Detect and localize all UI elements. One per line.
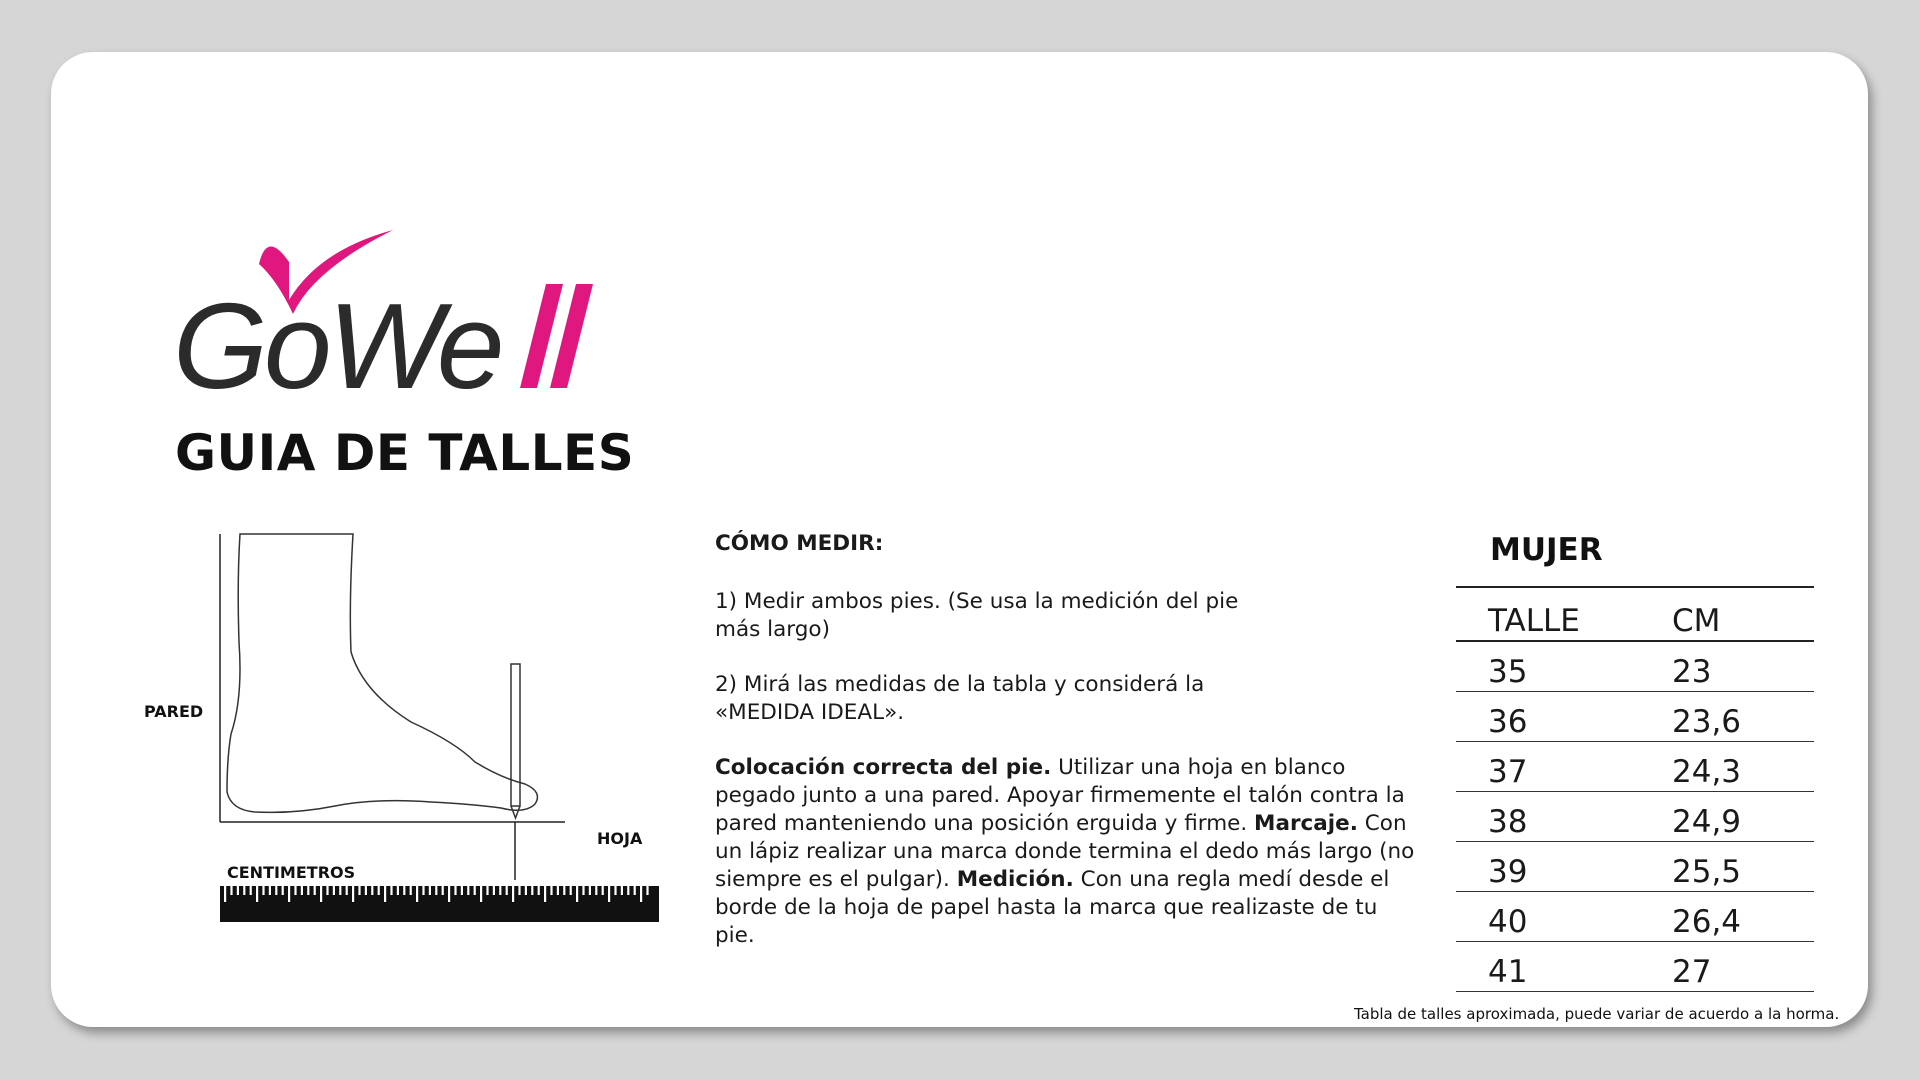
page-title: GUIA DE TALLES [175,424,635,482]
ruler-tick [493,886,495,895]
ruler-tick [582,886,584,895]
ruler-tick [326,886,328,895]
ruler-tick [352,886,354,902]
ruler-tick [634,886,636,895]
table-row [1456,892,1814,942]
size-cell: 38 [1488,804,1528,840]
ruler-tick [518,886,520,895]
cm-cell: 24,9 [1672,804,1742,840]
cm-cell: 26,4 [1672,904,1742,940]
ruler-tick [435,886,437,895]
ruler-tick [474,886,476,895]
sheet-label: HOJA [597,829,643,848]
placement-text: Utilizar una hoja en blanco pegado junto a una pared. Apoyar firmemente el talón contra la pared manteniendo una posición erguida y firme. [715,755,1405,836]
footnote: Tabla de talles aproximada, puede variar de acuerdo a la horma. [1354,1005,1840,1023]
ruler-tick [544,886,546,902]
ruler-tick [333,886,335,895]
size-guide-card [51,52,1868,1027]
wall-label: PARED [144,702,204,721]
ruler-tick [237,886,239,895]
gowell-logo [171,220,621,400]
size-cell: 35 [1488,654,1528,690]
ruler-tick [416,886,418,902]
ruler-tick [256,886,258,902]
ruler-tick [614,886,616,895]
ruler-tick [512,886,514,902]
ruler-tick [294,886,296,895]
ruler-tick [454,886,456,895]
table-row [1456,842,1814,892]
ruler-tick [448,886,450,902]
ruler-tick [538,886,540,895]
ruler-tick [602,886,604,895]
ruler-tick [422,886,424,895]
ruler-tick [576,886,578,902]
ruler-tick [467,886,469,895]
ruler-tick [365,886,367,895]
marking-title: Marcaje. [1254,811,1358,836]
ruler-tick [486,886,488,895]
ruler-tick [378,886,380,895]
cm-cell: 23,6 [1672,704,1742,740]
measure-title: Medición. [956,867,1074,892]
ruler-label: CENTIMETROS [227,863,356,882]
ruler-tick [480,886,482,902]
ruler-tick [506,886,508,895]
svg-text:GoWe: GoWe [173,278,501,400]
table-row [1456,742,1814,792]
ruler-tick [301,886,303,895]
ruler-tick [275,886,277,895]
how-to-measure [715,530,1415,977]
foot-outline [227,534,537,812]
ruler-tick [557,886,559,895]
ruler-tick [346,886,348,895]
ruler-tick [358,886,360,895]
table-row [1456,642,1814,692]
size-cell: 39 [1488,854,1528,890]
ruler-tick [608,886,610,902]
size-table [1456,528,1814,992]
table-row [1456,792,1814,842]
ruler-tick [262,886,264,895]
ruler-tick [250,886,252,895]
ruler-tick [570,886,572,895]
ruler-tick [410,886,412,895]
ruler-tick [397,886,399,895]
size-cell: 37 [1488,754,1528,790]
measure-text: Con una regla medí desde el borde de la hoja de papel hasta la marca que realizaste de tu pie. [715,867,1390,948]
ruler-tick [230,886,232,895]
ruler-tick [442,886,444,895]
ruler-tick [627,886,629,895]
ruler-tick [640,886,642,902]
size-cell: 41 [1488,954,1528,990]
header-talle: TALLE [1488,603,1580,639]
ruler-tick [595,886,597,895]
ruler-tick [339,886,341,895]
header-cm: CM [1672,603,1721,639]
ruler-tick [531,886,533,895]
ruler-tick [525,886,527,895]
pencil-icon [511,664,520,806]
ruler-tick [314,886,316,895]
howto-instructions [715,754,1415,950]
ruler-tick [243,886,245,895]
cm-cell: 24,3 [1672,754,1742,790]
ruler-tick [371,886,373,895]
size-cell: 40 [1488,904,1528,940]
ruler-tick [390,886,392,895]
ruler-tick [621,886,623,895]
marking-text: Con un lápiz realizar una marca donde termina el dedo más largo (no siempre es el pulgar). [715,811,1415,892]
size-table-title: MUJER [1490,532,1603,568]
table-row [1456,942,1814,992]
ruler-tick [403,886,405,895]
ruler-tick [589,886,591,895]
howto-heading: CÓMO MEDIR: [715,531,884,556]
ruler-tick [499,886,501,895]
ruler-tick [646,886,648,895]
ruler-tick [224,886,226,902]
howto-step-1: 1) Medir ambos pies. (Se usa la medición del pie más largo) [715,589,1239,642]
placement-title: Colocación correcta del pie. [715,755,1052,780]
ruler-tick [563,886,565,895]
ruler-tick [384,886,386,902]
ruler-tick [320,886,322,902]
size-table-header [1456,586,1814,642]
ruler-tick [461,886,463,895]
ruler-tick [429,886,431,895]
howto-step-2: 2) Mirá las medidas de la tabla y considerá la «MEDIDA IDEAL». [715,672,1205,725]
ruler-tick [282,886,284,895]
cm-cell: 25,5 [1672,854,1742,890]
ruler-tick [550,886,552,895]
ruler-icon [220,886,659,922]
foot-measure-diagram [135,522,675,932]
ruler-tick [307,886,309,895]
cm-cell: 23 [1672,654,1712,690]
size-cell: 36 [1488,704,1528,740]
ruler-tick [288,886,290,902]
ruler-tick [269,886,271,895]
table-row [1456,692,1814,742]
cm-cell: 27 [1672,954,1712,990]
